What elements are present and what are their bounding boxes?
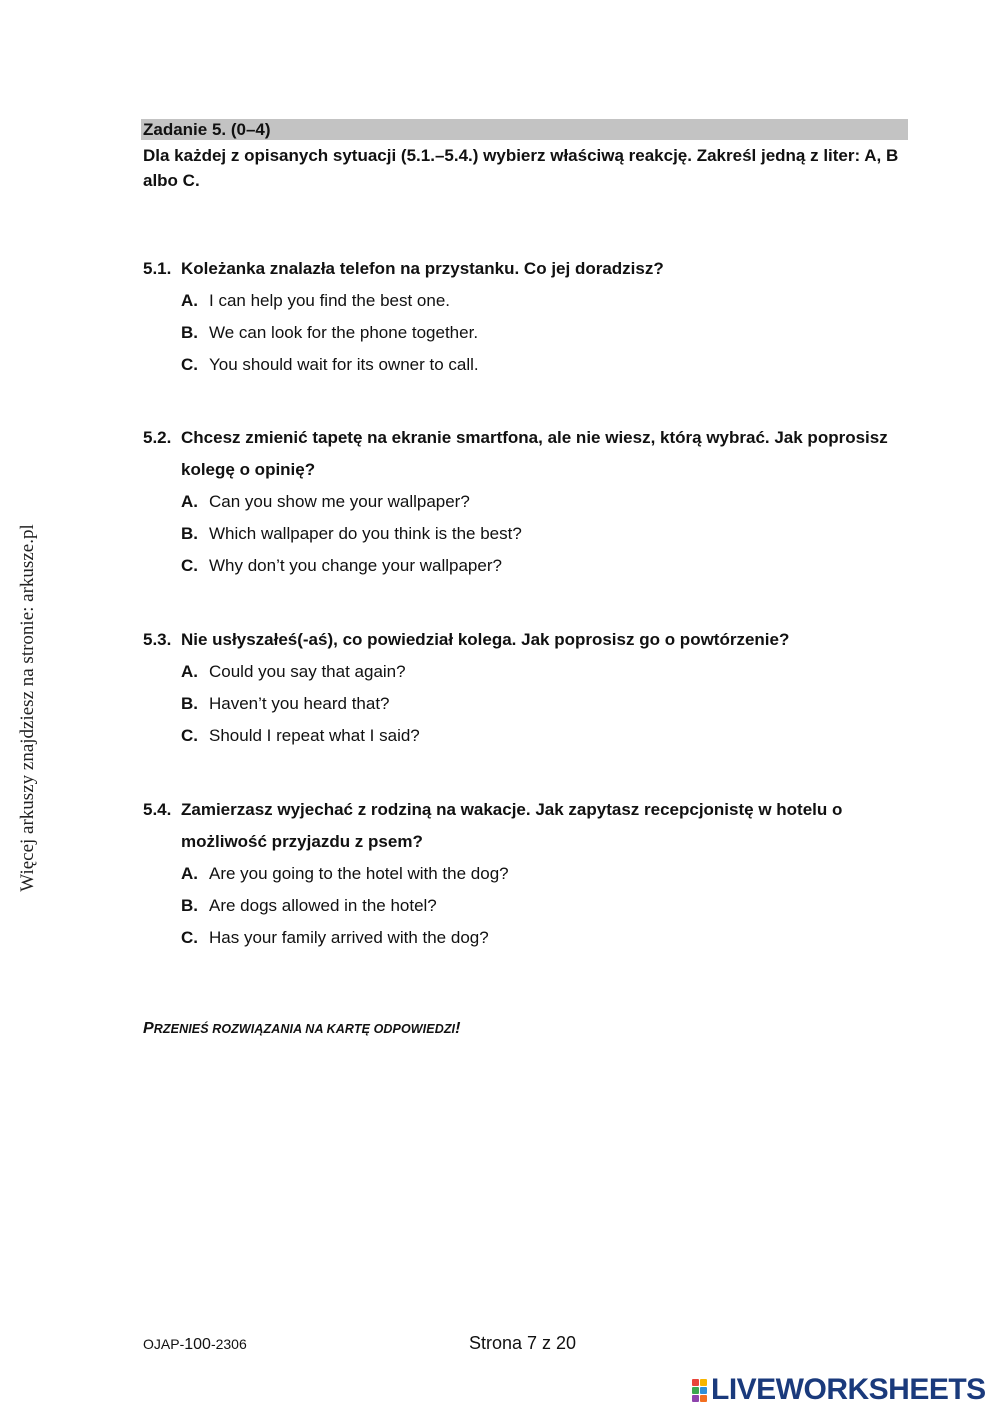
option-text: I can help you find the best one. [209,291,451,310]
option-a[interactable] [143,656,903,688]
side-note: Więcej arkuszy znajdziesz na stronie: arkusze.pl [17,524,38,892]
question-5-4 [143,794,903,954]
option-c[interactable] [143,922,903,954]
option-b[interactable] [143,317,903,349]
option-a[interactable] [143,285,903,317]
option-letter: B. [181,896,198,915]
option-letter: B. [181,694,198,713]
option-text: Has your family arrived with the dog? [209,928,489,947]
logo-block [692,1387,699,1394]
option-letter: A. [181,492,198,511]
option-c[interactable] [143,720,903,752]
option-letter: B. [181,323,198,342]
page-number: Strona 7 z 20 [469,1333,577,1353]
option-text: Are you going to the hotel with the dog? [209,864,509,883]
option-letter: A. [181,291,198,310]
option-letter: C. [181,726,198,745]
task-instruction: Dla każdej z opisanych sytuacji (5.1.–5.4.) wybierz właściwą reakcję. Zakreśl jedną z liter: A, B albo C. [143,146,899,190]
option-c[interactable] [143,349,903,381]
question-5-3 [143,624,903,752]
option-letter: C. [181,556,198,575]
brand-name: LIVEWORKSHEETS [711,1373,986,1406]
question-number: 5.3. [143,630,172,649]
option-text: You should wait for its owner to call. [209,355,479,374]
logo-block [700,1387,707,1394]
question-text: Koleżanka znalazła telefon na przystanku. Co jej doradzisz? [181,259,664,278]
option-c[interactable] [143,550,903,582]
option-letter: C. [181,928,198,947]
task-title: Zadanie 5. (0–4) [141,119,908,140]
transfer-answers-note: PRZENIEŚ ROZWIĄZANIA NA KARTĘ ODPOWIEDZI! [143,1020,461,1037]
option-letter: C. [181,355,198,374]
option-text: Are dogs allowed in the hotel? [209,896,437,915]
option-text: Haven’t you heard that? [209,694,390,713]
exam-code: OJAP-100-2306 [143,1336,247,1353]
option-letter: B. [181,524,198,543]
question-text: Nie usłyszałeś(-aś), co powiedział kolega. Jak poprosisz go o powtórzenie? [181,630,790,649]
option-text: Could you say that again? [209,662,406,681]
option-text: We can look for the phone together. [209,323,479,342]
question-number: 5.1. [143,259,172,278]
option-text: Can you show me your wallpaper? [209,492,470,511]
question-5-1 [143,253,903,381]
option-a[interactable] [143,858,903,890]
logo-block [692,1395,699,1402]
logo-block [700,1395,707,1402]
question-number: 5.4. [143,800,172,819]
liveworksheets-logo[interactable] [692,1374,986,1406]
option-b[interactable] [143,890,903,922]
logo-block [700,1379,707,1386]
logo-block [692,1379,699,1386]
question-number: 5.2. [143,428,172,447]
option-a[interactable] [143,486,903,518]
option-b[interactable] [143,688,903,720]
option-letter: A. [181,662,198,681]
question-5-2 [143,422,903,582]
option-text: Should I repeat what I said? [209,726,420,745]
option-b[interactable] [143,518,903,550]
option-text: Why don’t you change your wallpaper? [209,556,502,575]
option-text: Which wallpaper do you think is the best? [209,524,522,543]
option-letter: A. [181,864,198,883]
question-text: Chcesz zmienić tapetę na ekranie smartfona, ale nie wiesz, którą wybrać. Jak poprosisz kolegę o opinię? [181,428,888,479]
question-text: Zamierzasz wyjechać z rodziną na wakacje. Jak zapytasz recepcjonistę w hotelu o możliwość przyjazdu z psem? [181,800,843,851]
brand-logo-icon [692,1379,707,1402]
